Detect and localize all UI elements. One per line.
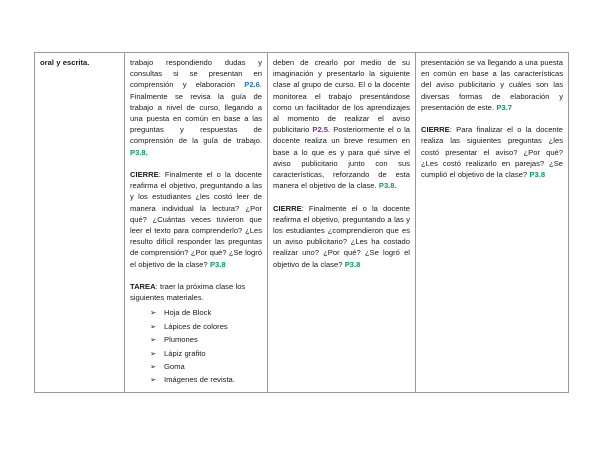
- cell-activity-2: [268, 53, 416, 393]
- activity1-p1-text-middle: . Finalmente se revisa la guía de trabajo a nivel de curso, llegando a una puesta en común en base a las preguntas y respuestas de comprensión de la guía de trabajo.: [130, 80, 262, 146]
- table-row: [35, 53, 569, 393]
- cell-activity-1: [125, 53, 268, 393]
- activity1-cierre-text: : Finalmente el o la docente reafirma el objetivo, preguntando a las y los estudiantes ¿les costó leer de manera individual la lectura? ¿Por qué? ¿Cuántas veces tuvieron que leer el texto para comprenderlo? ¿Les resulto difícil responder las preguntas de comprensión? ¿Por qué? ¿Se logró el objetivo de la clase?: [130, 170, 262, 269]
- activity2-paragraph-2: [273, 203, 410, 270]
- lesson-plan-table: [34, 52, 569, 393]
- cell-indicator: [35, 53, 125, 393]
- material-label: Goma: [164, 362, 185, 372]
- code-label-p26: P2.6: [244, 80, 260, 90]
- material-label: Lápices de colores: [164, 321, 228, 331]
- code-label-p38-e: P3.8: [529, 170, 546, 180]
- material-label: Plumones: [164, 335, 198, 345]
- activity1-paragraph-2: [130, 169, 262, 270]
- list-item: [150, 347, 262, 360]
- list-item: [150, 320, 262, 333]
- indicator-text: oral y escrita.: [40, 58, 90, 67]
- activity1-tarea-line: [130, 281, 262, 303]
- activity1-tarea-lead: TAREA: [130, 282, 156, 292]
- code-label-p38-c: P3.8: [378, 181, 395, 191]
- code-label-p38-b: P3.8: [209, 259, 226, 269]
- activity1-p1-text-after: .: [145, 147, 148, 157]
- arrow-bullet-icon: ➢: [150, 348, 157, 358]
- material-label: Lápiz grafito: [164, 348, 206, 358]
- activity2-p1-text-after: .: [394, 181, 397, 191]
- arrow-bullet-icon: ➢: [150, 375, 157, 385]
- material-label: Imágenes de revista.: [164, 375, 235, 385]
- activity3-cierre-lead: CIERRE: [421, 125, 450, 135]
- code-label-p38-d: P3.8: [344, 259, 361, 269]
- activity2-cierre-text: : Finalmente el o la docente reafirma el objetivo, preguntando a las y los estudiantes ¿comprendieron que es un aviso publicitario? ¿Les ha costado realizar uno? ¿Por qué? ¿Se logró el objetivo de la clase?: [273, 203, 410, 269]
- material-label: Hoja de Block: [164, 308, 212, 318]
- activity2-p1-text-middle: . Posteriormente el o la docente realiza un breve resumen en base a lo que es y para qué sirve el aviso publicitario junto con sus características, reforzando de esta manera el objetivo de la clase.: [273, 125, 410, 191]
- activity2-cierre-lead: CIERRE: [273, 203, 302, 213]
- list-item: [150, 306, 262, 319]
- arrow-bullet-icon: ➢: [150, 362, 157, 372]
- list-item: [150, 373, 262, 386]
- activity3-paragraph-1: [421, 57, 563, 113]
- activity1-paragraph-1: [130, 57, 262, 158]
- materials-list: [130, 306, 262, 386]
- activity3-cierre-text: : Para finalizar el o la docente realiza las siguientes preguntas ¿les costó presentar el aviso? ¿Por qué? ¿Les costó realizarlo en parejas? ¿Se cumplió el objetivo de la clase?: [421, 125, 563, 180]
- arrow-bullet-icon: ➢: [150, 308, 157, 318]
- cell-activity-3: [416, 53, 569, 393]
- code-label-p38-a: P3.8: [130, 147, 146, 157]
- list-item: [150, 333, 262, 346]
- code-label-p25: P2.5: [312, 125, 329, 135]
- activity1-cierre-lead: CIERRE: [130, 170, 159, 180]
- activity2-p1-text-before: deben de crearlo por medio de su imaginación y presentarlo la siguiente clase al grupo de curso. El o la docente monitorea el trabajo presentándose como un facilitador de los aprendizajes al momento de realizar el aviso publicitario: [273, 58, 410, 135]
- arrow-bullet-icon: ➢: [150, 321, 157, 331]
- list-item: [150, 360, 262, 373]
- activity1-p1-text-before: trabajo respondiendo dudas y consultas si se presentan en comprensión y elaboración: [130, 58, 262, 90]
- activity2-paragraph-1: [273, 57, 410, 191]
- activity3-p1-text-before: presentación se va llegando a una puesta en común en base a las características del aviso publicitario y cuáles son las diversas formas de elaboración y presentación de este.: [421, 58, 563, 112]
- arrow-bullet-icon: ➢: [150, 335, 157, 345]
- activity3-paragraph-2: [421, 124, 563, 180]
- activity1-tarea-text: : traer la próxima clase los siguientes materiales.: [130, 282, 246, 303]
- activity1-tarea-block: [130, 281, 262, 387]
- code-label-p37: P3.7: [496, 102, 512, 112]
